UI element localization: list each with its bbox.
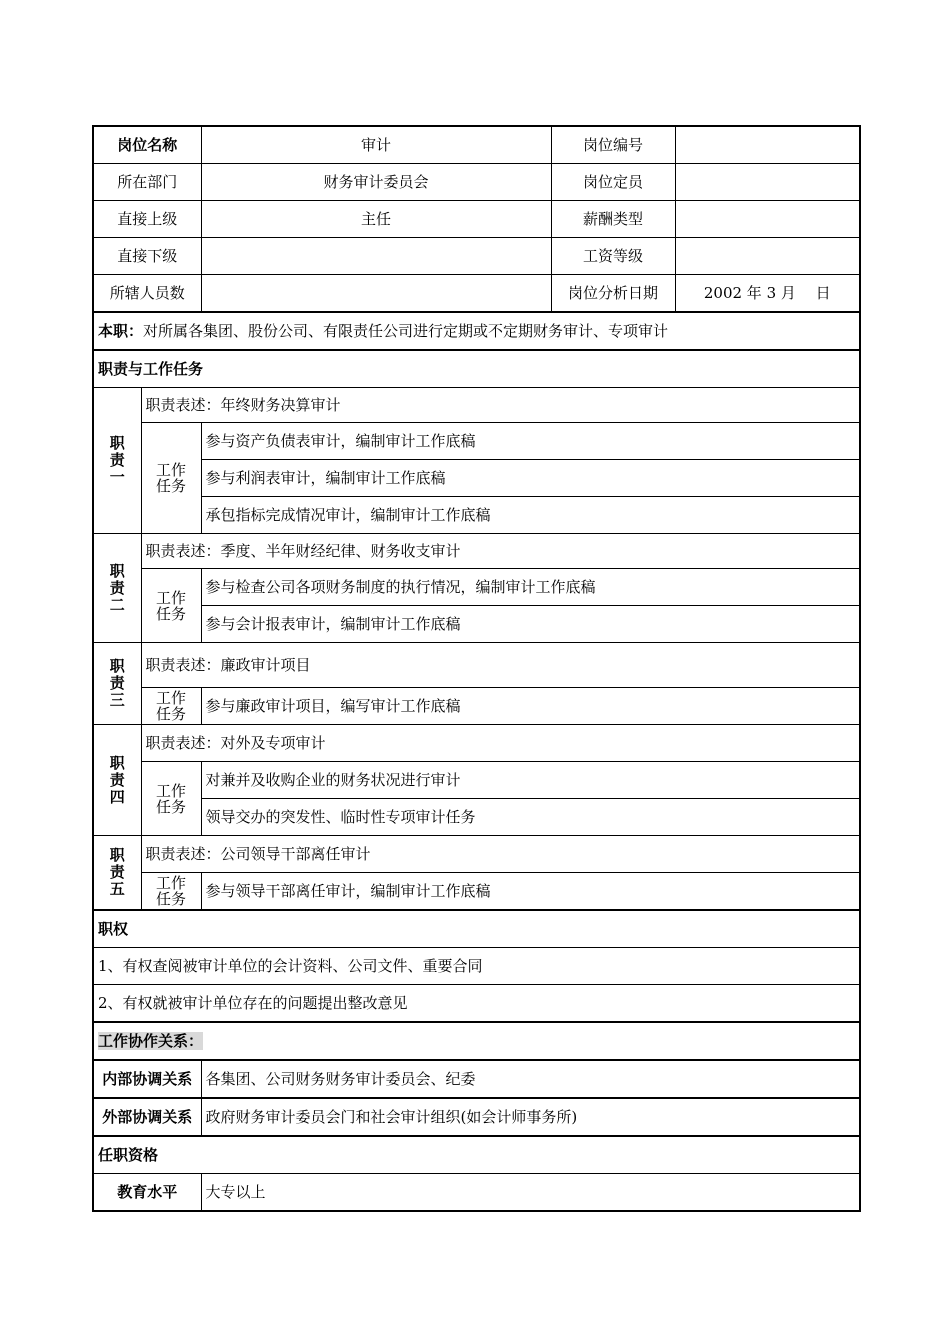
- resp-5-label: [93, 836, 141, 911]
- task-label-line: 工作: [156, 781, 187, 800]
- row-superior: [93, 201, 860, 238]
- external-value: 政府财务审计委员会门和社会审计组织(如会计师事务所): [201, 1098, 860, 1136]
- post-name-value: 审计: [201, 126, 551, 164]
- row-duty: [93, 312, 860, 350]
- resp-4-description: 职责表述：对外及专项审计: [141, 725, 860, 762]
- row-dept: [93, 164, 860, 201]
- row-post-name: [93, 126, 860, 164]
- job-description-form: [92, 125, 859, 1212]
- resp-1-task-row: [93, 460, 860, 497]
- duty-cell: [93, 312, 860, 350]
- resp-1-description: 职责表述：年终财务决算审计: [141, 388, 860, 423]
- resp-1-task-1: 参与资产负债表审计，编制审计工作底稿: [201, 423, 860, 460]
- subordinate-value: [201, 238, 551, 275]
- resp-1-task-3: 承包指标完成情况审计，编制审计工作底稿: [201, 497, 860, 534]
- resp-1-task-2: 参与利润表审计，编制审计工作底稿: [201, 460, 860, 497]
- task-label-line: 工作: [156, 588, 187, 607]
- resp-4-task-label: [141, 762, 201, 836]
- dept-value: 财务审计委员会: [201, 164, 551, 201]
- duty-label: 本职：: [98, 322, 144, 340]
- duty-text: 对所属各集团、股份公司、有限责任公司进行定期或不定期财务审计、专项审计: [143, 322, 669, 340]
- row-responsibilities-title: [93, 350, 860, 388]
- resp-4-task-1: 对兼并及收购企业的财务状况进行审计: [201, 762, 860, 799]
- wage-grade-label: 工资等级: [551, 238, 675, 275]
- resp-4-task-row: [93, 762, 860, 799]
- education-label: 教育水平: [93, 1174, 201, 1212]
- resp-4-label-char: 四: [109, 787, 125, 806]
- resp-2-description: 职责表述：季度、半年财经纪律、财务收支审计: [141, 534, 860, 569]
- resp-2-task-row: [93, 569, 860, 606]
- post-no-value: [675, 126, 860, 164]
- resp-1-label-char: 责: [109, 451, 125, 469]
- salary-type-value: [675, 201, 860, 238]
- authority-item-1: 1、有权查阅被审计单位的会计资料、公司文件、重要合同: [93, 948, 860, 985]
- row-education: [93, 1174, 860, 1212]
- task-label-line: 任务: [156, 477, 187, 495]
- task-label-line: 任务: [156, 705, 187, 723]
- education-value: 大专以上: [201, 1174, 860, 1212]
- task-label-line: 任务: [156, 604, 187, 623]
- resp-5-label-char: 职: [109, 846, 125, 864]
- resp-5-description-row: [93, 836, 860, 873]
- row-authority-item: [93, 985, 860, 1023]
- resp-1-task-row: [93, 497, 860, 534]
- row-internal-coordination: [93, 1060, 860, 1098]
- resp-3-task-row: [93, 688, 860, 725]
- resp-3-description: 职责表述：廉政审计项目: [141, 643, 860, 688]
- analysis-date-label: 岗位分析日期: [551, 275, 675, 313]
- row-cooperation-title: [93, 1022, 860, 1060]
- resp-2-label-char: 二: [109, 595, 125, 614]
- resp-3-task-1: 参与廉政审计项目，编写审计工作底稿: [201, 688, 860, 725]
- resp-5-label-char: 责: [109, 863, 125, 881]
- internal-value: 各集团、公司财务财务审计委员会、纪委: [201, 1060, 860, 1098]
- resp-1-label: [93, 388, 141, 534]
- analysis-date-value: 2002 年 3 月 日: [675, 275, 860, 313]
- responsibilities-title: 职责与工作任务: [93, 350, 860, 388]
- resp-2-label: [93, 534, 141, 643]
- staffing-label: 岗位定员: [551, 164, 675, 201]
- resp-4-description-row: [93, 725, 860, 762]
- task-label-line: 任务: [156, 890, 187, 908]
- post-name-label: 岗位名称: [93, 126, 201, 164]
- post-no-label: 岗位编号: [551, 126, 675, 164]
- qualification-title: 任职资格: [93, 1136, 860, 1174]
- resp-1-description-row: [93, 388, 860, 423]
- resp-2-task-1: 参与检查公司各项财务制度的执行情况，编制审计工作底稿: [201, 569, 860, 606]
- resp-4-task-2: 领导交办的突发性、临时性专项审计任务: [201, 799, 860, 836]
- resp-2-task-2: 参与会计报表审计，编制审计工作底稿: [201, 606, 860, 643]
- row-authority-item: [93, 948, 860, 985]
- resp-5-task-row: [93, 873, 860, 911]
- superior-value: 主任: [201, 201, 551, 238]
- internal-label: 内部协调关系: [93, 1060, 201, 1098]
- subordinate-label: 直接下级: [93, 238, 201, 275]
- resp-5-task-label: [141, 873, 201, 911]
- resp-2-label-char: 职: [109, 561, 125, 580]
- resp-1-label-char: 一: [109, 468, 125, 486]
- job-description-table: [92, 125, 861, 1212]
- row-external-coordination: [93, 1098, 860, 1136]
- wage-grade-value: [675, 238, 860, 275]
- task-label-line: 任务: [156, 797, 187, 816]
- resp-3-description-row: [93, 643, 860, 688]
- resp-2-task-label: [141, 569, 201, 643]
- authority-item-2: 2、有权就被审计单位存在的问题提出整改意见: [93, 985, 860, 1023]
- resp-1-task-label: [141, 423, 201, 534]
- resp-3-label-char: 责: [109, 674, 125, 692]
- resp-3-task-label: [141, 688, 201, 725]
- resp-4-label-char: 职: [109, 753, 125, 772]
- resp-4-task-row: [93, 799, 860, 836]
- resp-3-label-char: 职: [109, 657, 125, 675]
- resp-3-label: [93, 643, 141, 725]
- superior-label: 直接上级: [93, 201, 201, 238]
- external-label: 外部协调关系: [93, 1098, 201, 1136]
- row-managed-count: [93, 275, 860, 313]
- row-authority-title: [93, 910, 860, 948]
- resp-5-description: 职责表述：公司领导干部离任审计: [141, 836, 860, 873]
- authority-title: 职权: [93, 910, 860, 948]
- cooperation-title: 工作协作关系：: [98, 1032, 204, 1050]
- managed-count-value: [201, 275, 551, 313]
- resp-4-label-char: 责: [109, 770, 125, 789]
- managed-count-label: 所辖人员数: [93, 275, 201, 313]
- row-qualification-title: [93, 1136, 860, 1174]
- task-label-line: 工作: [156, 874, 187, 892]
- resp-2-task-row: [93, 606, 860, 643]
- staffing-value: [675, 164, 860, 201]
- resp-5-task-1: 参与领导干部离任审计，编制审计工作底稿: [201, 873, 860, 911]
- resp-5-label-char: 五: [109, 880, 125, 898]
- task-label-line: 工作: [156, 461, 187, 479]
- resp-3-label-char: 三: [109, 691, 125, 709]
- task-label-line: 工作: [156, 689, 187, 707]
- resp-2-description-row: [93, 534, 860, 569]
- resp-4-label: [93, 725, 141, 836]
- dept-label: 所在部门: [93, 164, 201, 201]
- cooperation-title-cell: [93, 1022, 860, 1060]
- resp-1-task-row: [93, 423, 860, 460]
- row-subordinate: [93, 238, 860, 275]
- resp-1-label-char: 职: [109, 434, 125, 452]
- salary-type-label: 薪酬类型: [551, 201, 675, 238]
- resp-2-label-char: 责: [109, 578, 125, 597]
